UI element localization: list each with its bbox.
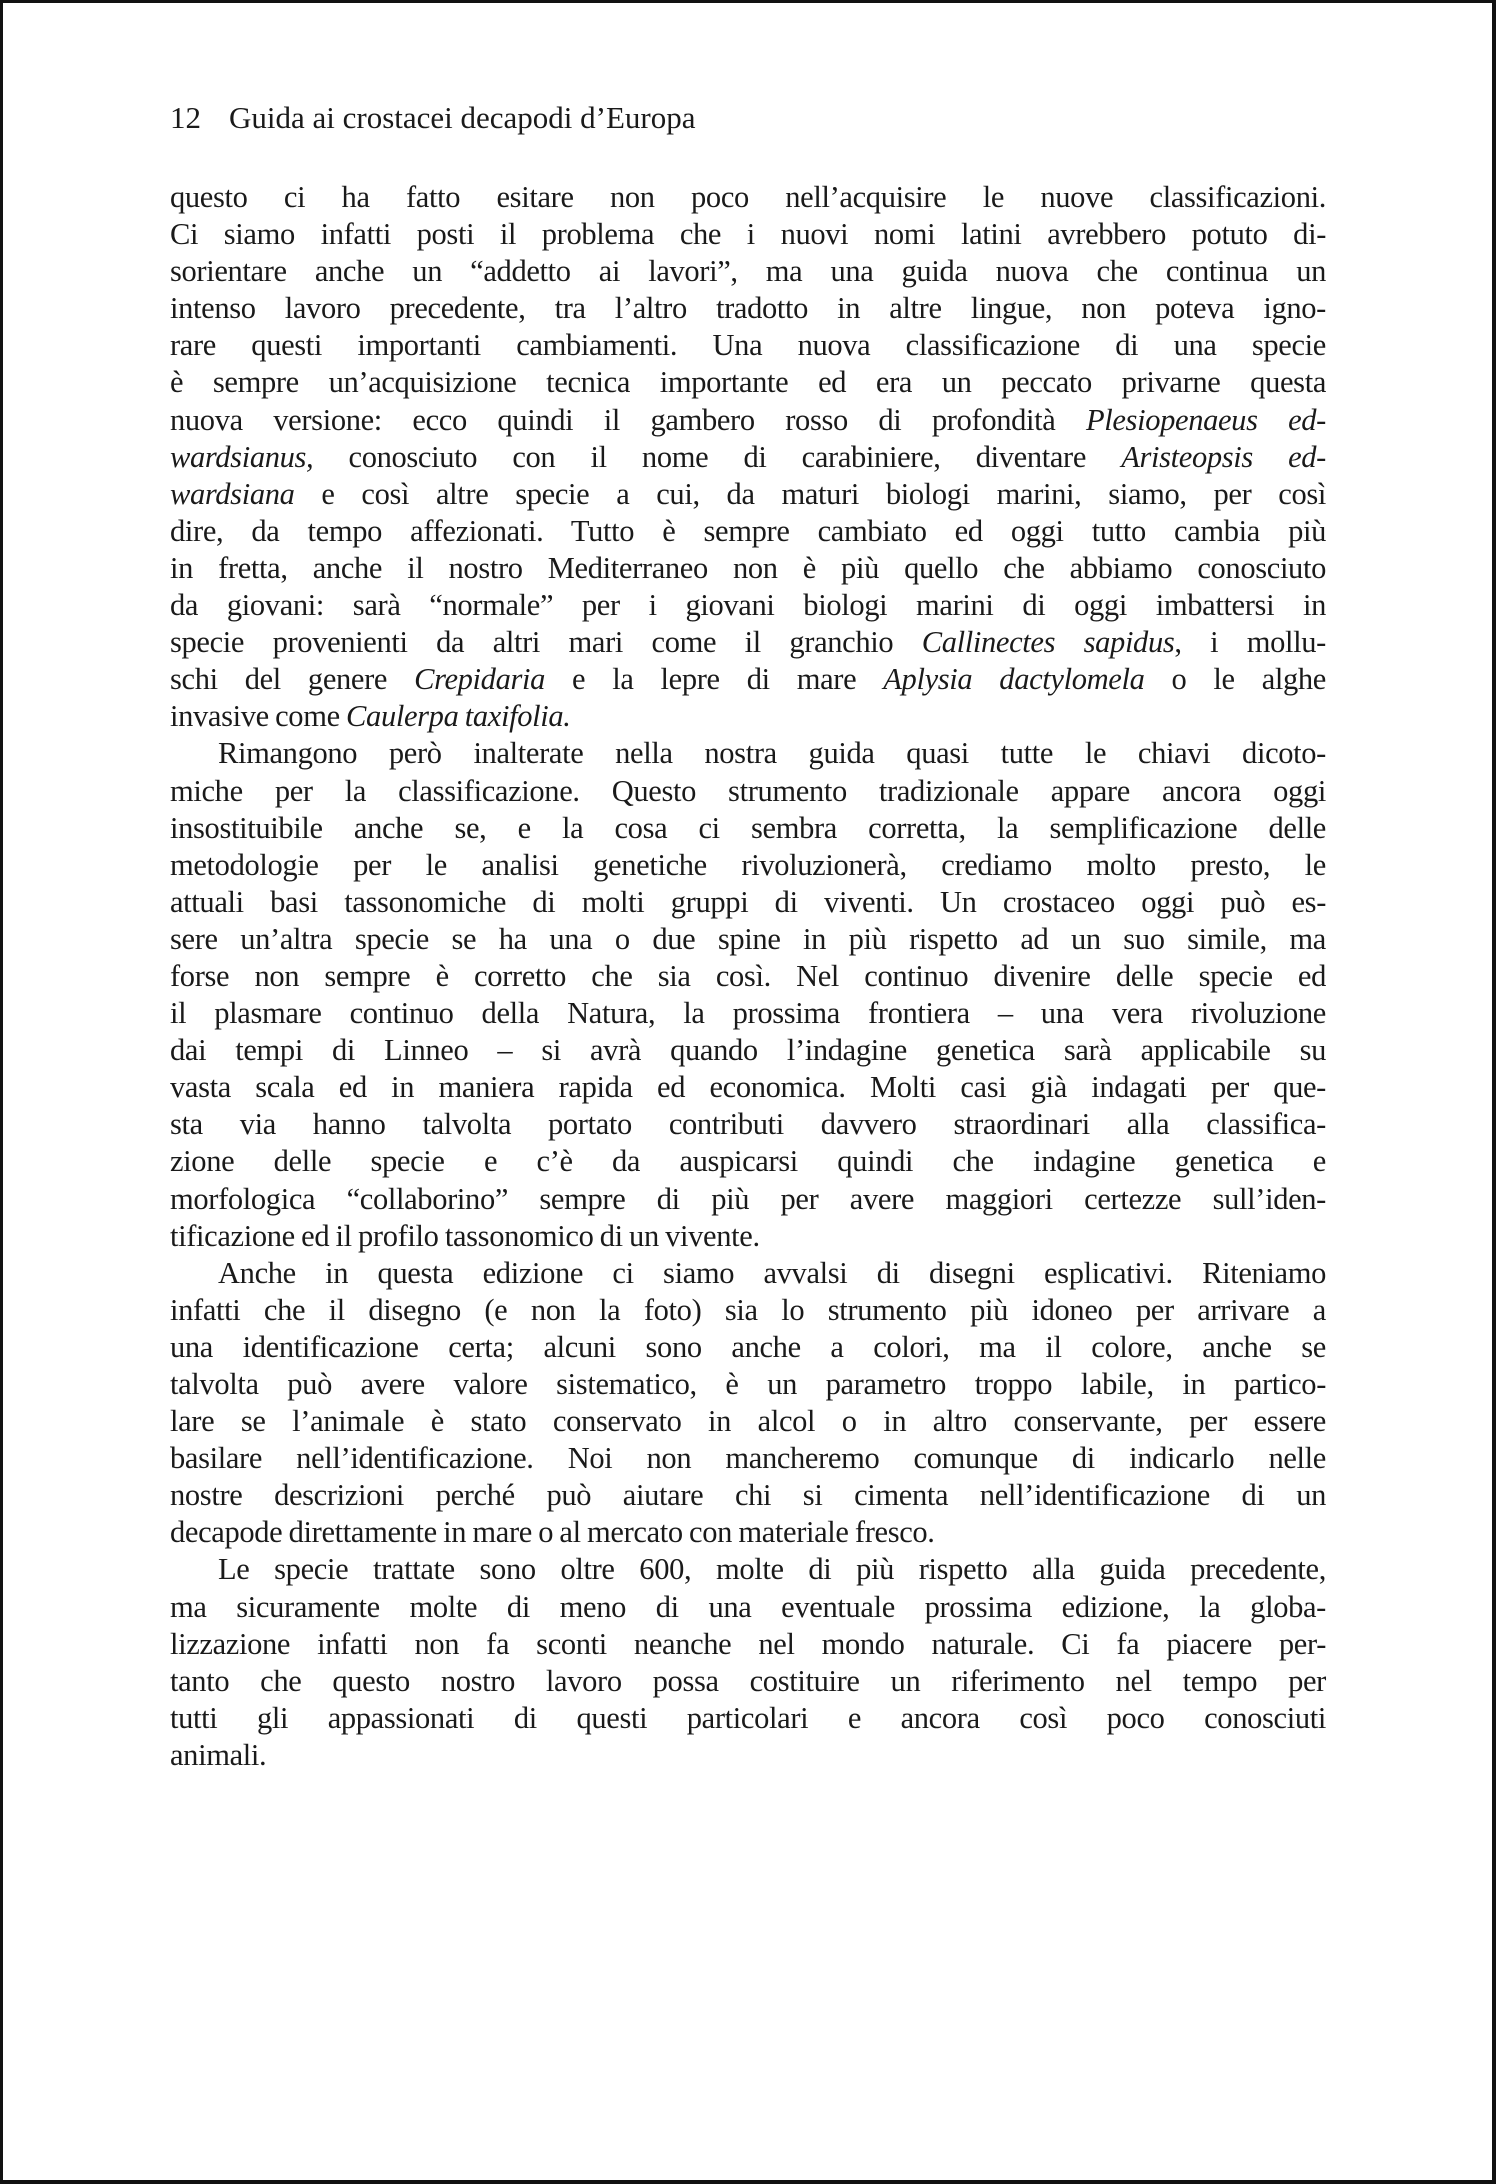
text-run: Ci siamo infatti posti il problema che i nuovi nomi latini avrebbero potuto di- xyxy=(170,217,1326,252)
text-run: basilare nell’identificazione. Noi non mancheremo comunque di indicarlo nelle xyxy=(170,1441,1326,1476)
text-line xyxy=(170,1106,1326,1143)
text-line xyxy=(170,253,1326,290)
text-line xyxy=(170,1589,1326,1626)
italic-species-name: Caulerpa taxifolia. xyxy=(346,699,571,734)
text-run: forse non sempre è corretto che sia così. Nel continuo divenire delle specie ed xyxy=(170,958,1326,993)
text-run: conosciuto con il nome di carabiniere, diventare xyxy=(313,439,1122,474)
text-line xyxy=(170,1626,1326,1663)
text-line xyxy=(170,1143,1326,1180)
paragraph xyxy=(170,1255,1326,1552)
text-run: metodologie per le analisi genetiche rivoluzionerà, crediamo molto presto, le xyxy=(170,847,1326,882)
text-run: e così altre specie a cui, da maturi biologi marini, siamo, per così xyxy=(294,476,1326,511)
book-title: Guida ai crostacei decapodi d’Europa xyxy=(229,100,696,135)
text-run: lizzazione infatti non fa sconti neanche nel mondo naturale. Ci fa piacere per- xyxy=(170,1626,1326,1661)
text-line xyxy=(170,513,1326,550)
text-run: Anche in questa edizione ci siamo avvalsi di disegni esplicativi. Riteniamo xyxy=(218,1255,1326,1290)
text-run: ma sicuramente molte di meno di una eventuale prossima edizione, la globa- xyxy=(170,1589,1326,1624)
text-line xyxy=(170,1329,1326,1366)
text-run: talvolta può avere valore sistematico, è un parametro troppo labile, in partico- xyxy=(170,1367,1326,1401)
text-run: , i mollu- xyxy=(1174,625,1326,660)
text-run: sere un’altra specie se ha una o due spine in più rispetto ad un suo simile, ma xyxy=(170,921,1326,956)
italic-species-name: Crepidaria xyxy=(414,662,546,697)
text-run: o le alghe xyxy=(1144,662,1326,697)
italic-species-name: Callinectes sapidus xyxy=(921,625,1175,660)
text-run: Rimangono però inalterate nella nostra guida quasi tutte le chiavi dicoto- xyxy=(218,736,1326,771)
text-run: dai tempi di Linneo – si avrà quando l’indagine genetica sarà applicabile su xyxy=(170,1033,1326,1068)
text-line xyxy=(170,810,1326,847)
text-line xyxy=(170,1663,1326,1700)
text-line xyxy=(170,1477,1326,1514)
text-line xyxy=(170,216,1326,253)
text-line xyxy=(170,1366,1326,1403)
text-run: questo ci ha fatto esitare non poco nell’acquisire le nuove classificazioni. xyxy=(170,180,1326,214)
text-line xyxy=(170,290,1326,327)
paragraph xyxy=(170,1551,1326,1774)
italic-species-name: Aristeopsis ed- xyxy=(1121,439,1326,474)
text-line xyxy=(170,1292,1326,1329)
text-line xyxy=(170,1551,1326,1588)
text-run: miche per la classificazione. Questo strumento tradizionale appare ancora oggi xyxy=(170,773,1326,808)
text-line xyxy=(170,1700,1326,1737)
italic-species-name: Aplysia dactylomela xyxy=(883,662,1145,697)
text-line xyxy=(170,1514,1326,1551)
text-run: decapode direttamente in mare o al mercato con materiale fresco. xyxy=(170,1515,935,1550)
text-run: è sempre un’acquisizione tecnica importante ed era un peccato privarne questa xyxy=(170,365,1326,400)
text-line xyxy=(170,921,1326,958)
italic-species-name: wardsianus, xyxy=(170,439,314,474)
text-run: da giovani: sarà “normale” per i giovani biologi marini di oggi imbattersi in xyxy=(170,588,1326,623)
text-line xyxy=(170,1032,1326,1069)
text-line xyxy=(170,958,1326,995)
text-line xyxy=(170,698,1326,735)
italic-species-name: Plesiopenaeus ed- xyxy=(1085,402,1326,437)
text-line xyxy=(170,550,1326,587)
text-line xyxy=(170,327,1326,364)
text-line xyxy=(170,1737,1326,1774)
running-head xyxy=(170,98,696,138)
text-run: intenso lavoro precedente, tra l’altro tradotto in altre lingue, non poteva igno- xyxy=(170,291,1326,326)
text-run: tanto che questo nostro lavoro possa costituire un riferimento nel tempo per xyxy=(170,1663,1326,1698)
text-run: e la lepre di mare xyxy=(545,662,884,697)
paragraph xyxy=(170,179,1326,735)
text-line xyxy=(170,1181,1326,1218)
text-run: invasive come xyxy=(170,699,347,734)
text-run: insostituibile anche se, e la cosa ci sembra corretta, la semplificazione delle xyxy=(170,810,1326,845)
text-line xyxy=(170,364,1326,401)
text-line xyxy=(170,884,1326,921)
text-run: zione delle specie e c’è da auspicarsi quindi che indagine genetica e xyxy=(170,1144,1326,1179)
text-run: attuali basi tassonomiche di molti gruppi di viventi. Un crostaceo oggi può es- xyxy=(170,884,1326,919)
text-line xyxy=(170,773,1326,810)
text-line xyxy=(170,439,1326,476)
text-run: tutti gli appassionati di questi particolari e ancora così poco conosciuti xyxy=(170,1700,1326,1735)
italic-species-name: wardsiana xyxy=(170,476,295,511)
page-number: 12 xyxy=(170,100,201,135)
text-run: Le specie trattate sono oltre 600, molte di più rispetto alla guida precedente, xyxy=(218,1552,1326,1587)
text-run: lare se l’animale è stato conservato in alcol o in altro conservante, per essere xyxy=(170,1404,1326,1439)
text-run: dire, da tempo affezionati. Tutto è sempre cambiato ed oggi tutto cambia più xyxy=(170,513,1326,548)
text-line xyxy=(170,1218,1326,1255)
text-run: animali. xyxy=(170,1737,267,1772)
text-run: il plasmare continuo della Natura, la prossima frontiera – una vera rivoluzione xyxy=(170,996,1326,1031)
text-run: una identificazione certa; alcuni sono anche a colori, ma il colore, anche se xyxy=(170,1329,1326,1364)
text-run: specie provenienti da altri mari come il granchio xyxy=(170,625,922,660)
text-run: infatti che il disegno (e non la foto) sia lo strumento più idoneo per arrivare a xyxy=(170,1292,1326,1327)
text-line xyxy=(170,1069,1326,1106)
text-run: nostre descrizioni perché può aiutare chi si cimenta nell’identificazione di un xyxy=(170,1478,1326,1513)
text-run: sorientare anche un “addetto ai lavori”, ma una guida nuova che continua un xyxy=(170,254,1326,289)
text-line xyxy=(170,735,1326,772)
paragraph xyxy=(170,735,1326,1254)
text-line xyxy=(170,1403,1326,1440)
text-line xyxy=(170,995,1326,1032)
text-run: morfologica “collaborino” sempre di più per avere maggiori certezze sull’iden- xyxy=(170,1181,1326,1216)
text-line xyxy=(170,476,1326,513)
body-text xyxy=(170,179,1326,1774)
text-line xyxy=(170,179,1326,216)
text-run: sta via hanno talvolta portato contributi davvero straordinari alla classifica- xyxy=(170,1107,1326,1142)
text-line xyxy=(170,587,1326,624)
text-line xyxy=(170,847,1326,884)
text-run: nuova versione: ecco quindi il gambero rosso di profondità xyxy=(170,402,1086,437)
text-run: in fretta, anche il nostro Mediterraneo non è più quello che abbiamo conosciuto xyxy=(170,550,1326,585)
text-run: tificazione ed il profilo tassonomico di un vivente. xyxy=(170,1218,760,1253)
text-run: vasta scala ed in maniera rapida ed economica. Molti casi già indagati per que- xyxy=(170,1070,1326,1105)
text-run: rare questi importanti cambiamenti. Una nuova classificazione di una specie xyxy=(170,328,1326,363)
text-run: schi del genere xyxy=(170,662,415,697)
text-line xyxy=(170,1255,1326,1292)
text-line xyxy=(170,1440,1326,1477)
text-line xyxy=(170,661,1326,698)
text-line xyxy=(170,402,1326,439)
text-line xyxy=(170,624,1326,661)
